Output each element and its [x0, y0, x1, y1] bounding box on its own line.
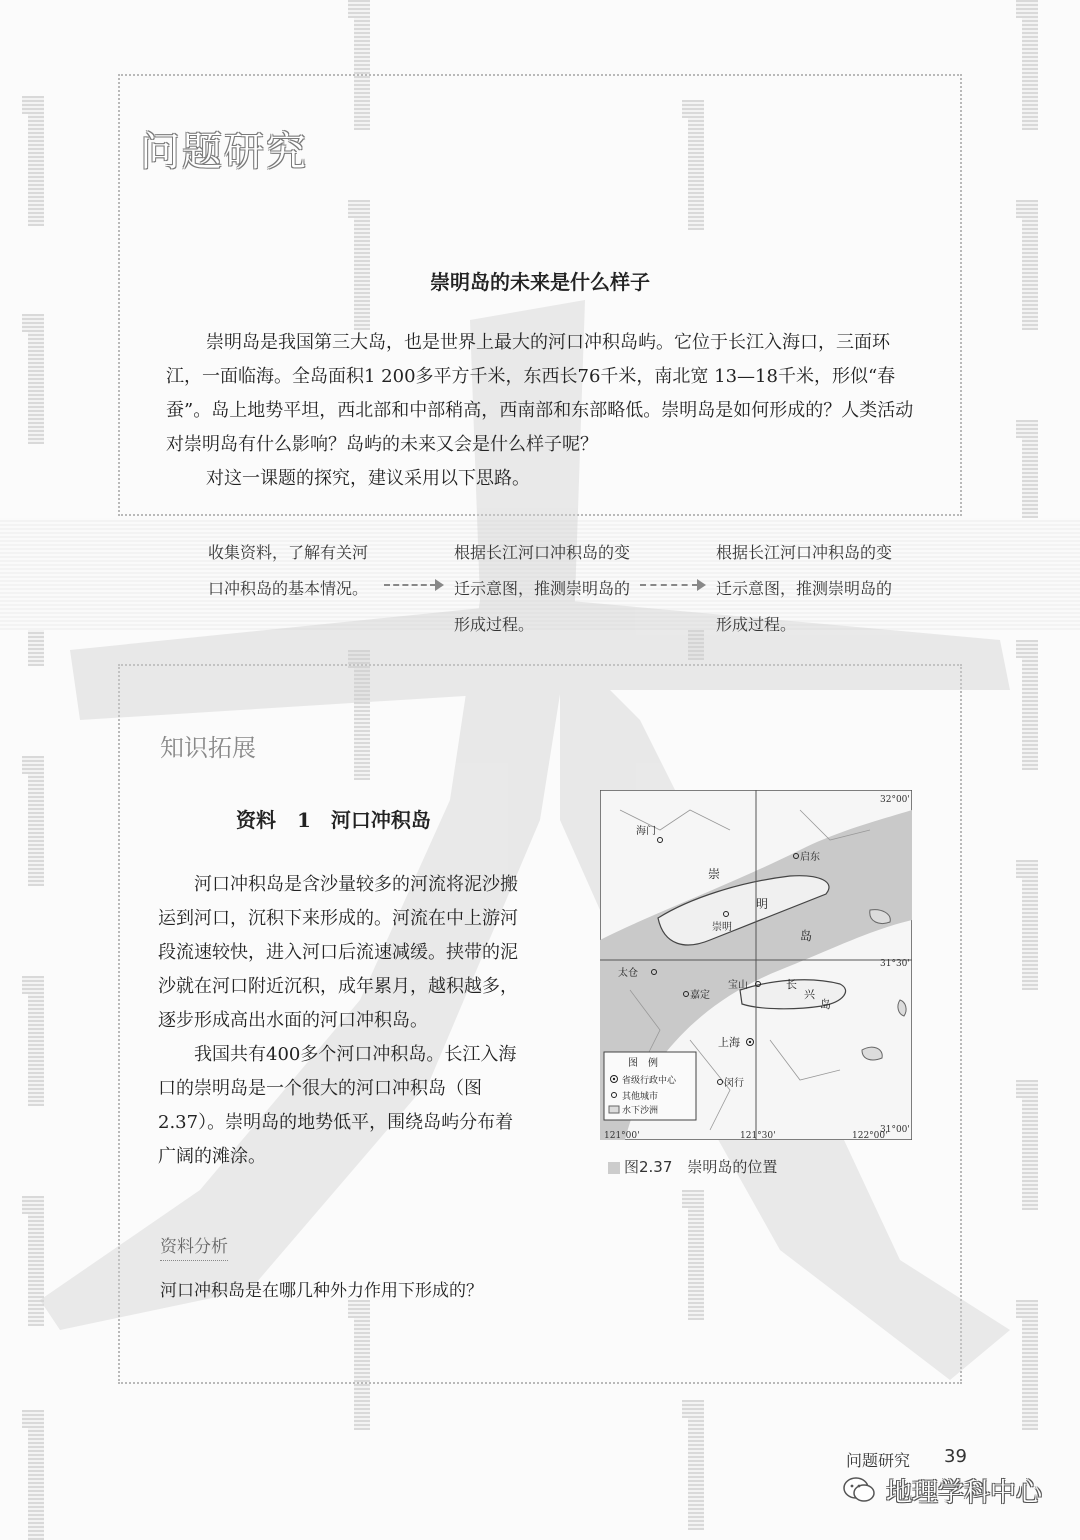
- brand-text: 地理学科中心: [886, 1478, 1043, 1508]
- map-place-label: 岛: [800, 929, 813, 943]
- map-legend-item: 省级行政中心: [622, 1076, 677, 1086]
- map-place-label: 岛: [820, 998, 831, 1011]
- watermark-one: [1016, 1080, 1042, 1210]
- map-place-label: 上海: [718, 1036, 740, 1049]
- analysis-question: 河口冲积岛是在哪几种外力作用下形成的？: [160, 1281, 483, 1301]
- map-caption: [608, 1156, 777, 1177]
- caption-marker-icon: [608, 1162, 620, 1174]
- watermark-one: [1016, 200, 1042, 330]
- wechat-icon: [842, 1476, 876, 1504]
- watermark-one: [1016, 1300, 1042, 1430]
- flow-arrow-icon: [640, 584, 698, 588]
- topic-heading: 崇明岛的未来是什么样子: [430, 270, 650, 294]
- flow-step-infer-repeat: 根据长江河口冲积岛的变迁示意图，推测崇明岛的形成过程。: [716, 543, 893, 634]
- knowledge-title: 知识拓展: [160, 734, 256, 762]
- map-place-label: 海门: [636, 826, 656, 837]
- map-place-label: 崇: [708, 867, 721, 881]
- map-lat-label: 32°00': [880, 795, 910, 805]
- map-legend-item: 水下沙洲: [622, 1106, 659, 1116]
- map-place-label: 嘉定: [690, 990, 710, 1001]
- watermark-one: [1016, 0, 1042, 130]
- material-paragraph: 河口冲积岛是含沙量较多的河流将泥沙搬运到河口，沉积下来形成的。河流在中上游河段流速较快，进入河口后流速减缓。挟带的泥沙就在河口附近沉积，成年累月，越积越多，逐步形成高出水面的河口冲积岛。: [158, 874, 518, 1031]
- map-lat-label: 31°00': [880, 1125, 910, 1135]
- watermark-one: [1016, 640, 1042, 770]
- watermark-one: [22, 1410, 48, 1540]
- material-paragraph: 我国共有400多个河口冲积岛。长江入海口的崇明岛是一个很大的河口冲积岛（图2.37）。崇明岛的地势低平，围绕岛屿分布着广阔的滩涂。: [158, 1044, 517, 1167]
- map-caption-text: 图2.37 崇明岛的位置: [624, 1158, 778, 1176]
- watermark-one: [22, 976, 48, 1106]
- watermark-one: [22, 1196, 48, 1326]
- page-number: 39: [944, 1446, 967, 1467]
- flow-arrow-icon: [384, 584, 436, 588]
- map-place-label: 明: [756, 897, 769, 911]
- map-place-label: 宝山: [728, 980, 748, 991]
- footer-label: 问题研究: [846, 1451, 911, 1470]
- watermark-one: [1016, 860, 1042, 990]
- map-lat-label: 31°30': [880, 959, 910, 969]
- map-lon-label: 121°00': [604, 1131, 640, 1140]
- flow-step-infer: 根据长江河口冲积岛的变迁示意图，推测崇明岛的形成过程。: [454, 543, 631, 634]
- intro-paragraph: 对这一课题的探究，建议采用以下思路。: [206, 468, 530, 489]
- watermark-one: [22, 314, 48, 444]
- analysis-title: 资料分析: [160, 1232, 228, 1261]
- map-place-label: 太仓: [618, 968, 638, 979]
- section-title: 问题研究: [140, 129, 308, 175]
- chongming-map: [600, 790, 912, 1140]
- watermark-one: [682, 1400, 708, 1530]
- watermark-one: [22, 756, 48, 886]
- map-place-label: 兴: [804, 988, 815, 1001]
- map-lon-label: 122°00': [852, 1131, 888, 1140]
- map-legend-item: 其他城市: [622, 1092, 659, 1102]
- map-legend-title: 图 例: [628, 1058, 658, 1069]
- intro-paragraph: 崇明岛是我国第三大岛，也是世界上最大的河口冲积岛屿。它位于长江入海口，三面环江，一面临海。全岛面积1 200多平方千米，东西长76千米，南北宽 13—18千米，形似“春蚕”。岛上地势平坦，西北部和中部稍高，西南部和东部略低。崇明岛是如何形成的？人类活动对崇明岛有什么影响？岛屿的未来又会是什么样子呢？: [166, 332, 914, 455]
- map-lon-label: 121°30': [740, 1131, 776, 1140]
- map-place-label: 长: [786, 978, 797, 991]
- flow-step-collect: 收集资料，了解有关河口冲积岛的基本情况。: [208, 543, 369, 598]
- watermark-one: [22, 96, 48, 226]
- map-place-label: 崇明: [712, 922, 732, 933]
- map-place-label: 启东: [800, 852, 820, 863]
- material-heading: 资料 1 河口冲积岛: [236, 808, 431, 832]
- map-place-label: 闵行: [724, 1078, 744, 1089]
